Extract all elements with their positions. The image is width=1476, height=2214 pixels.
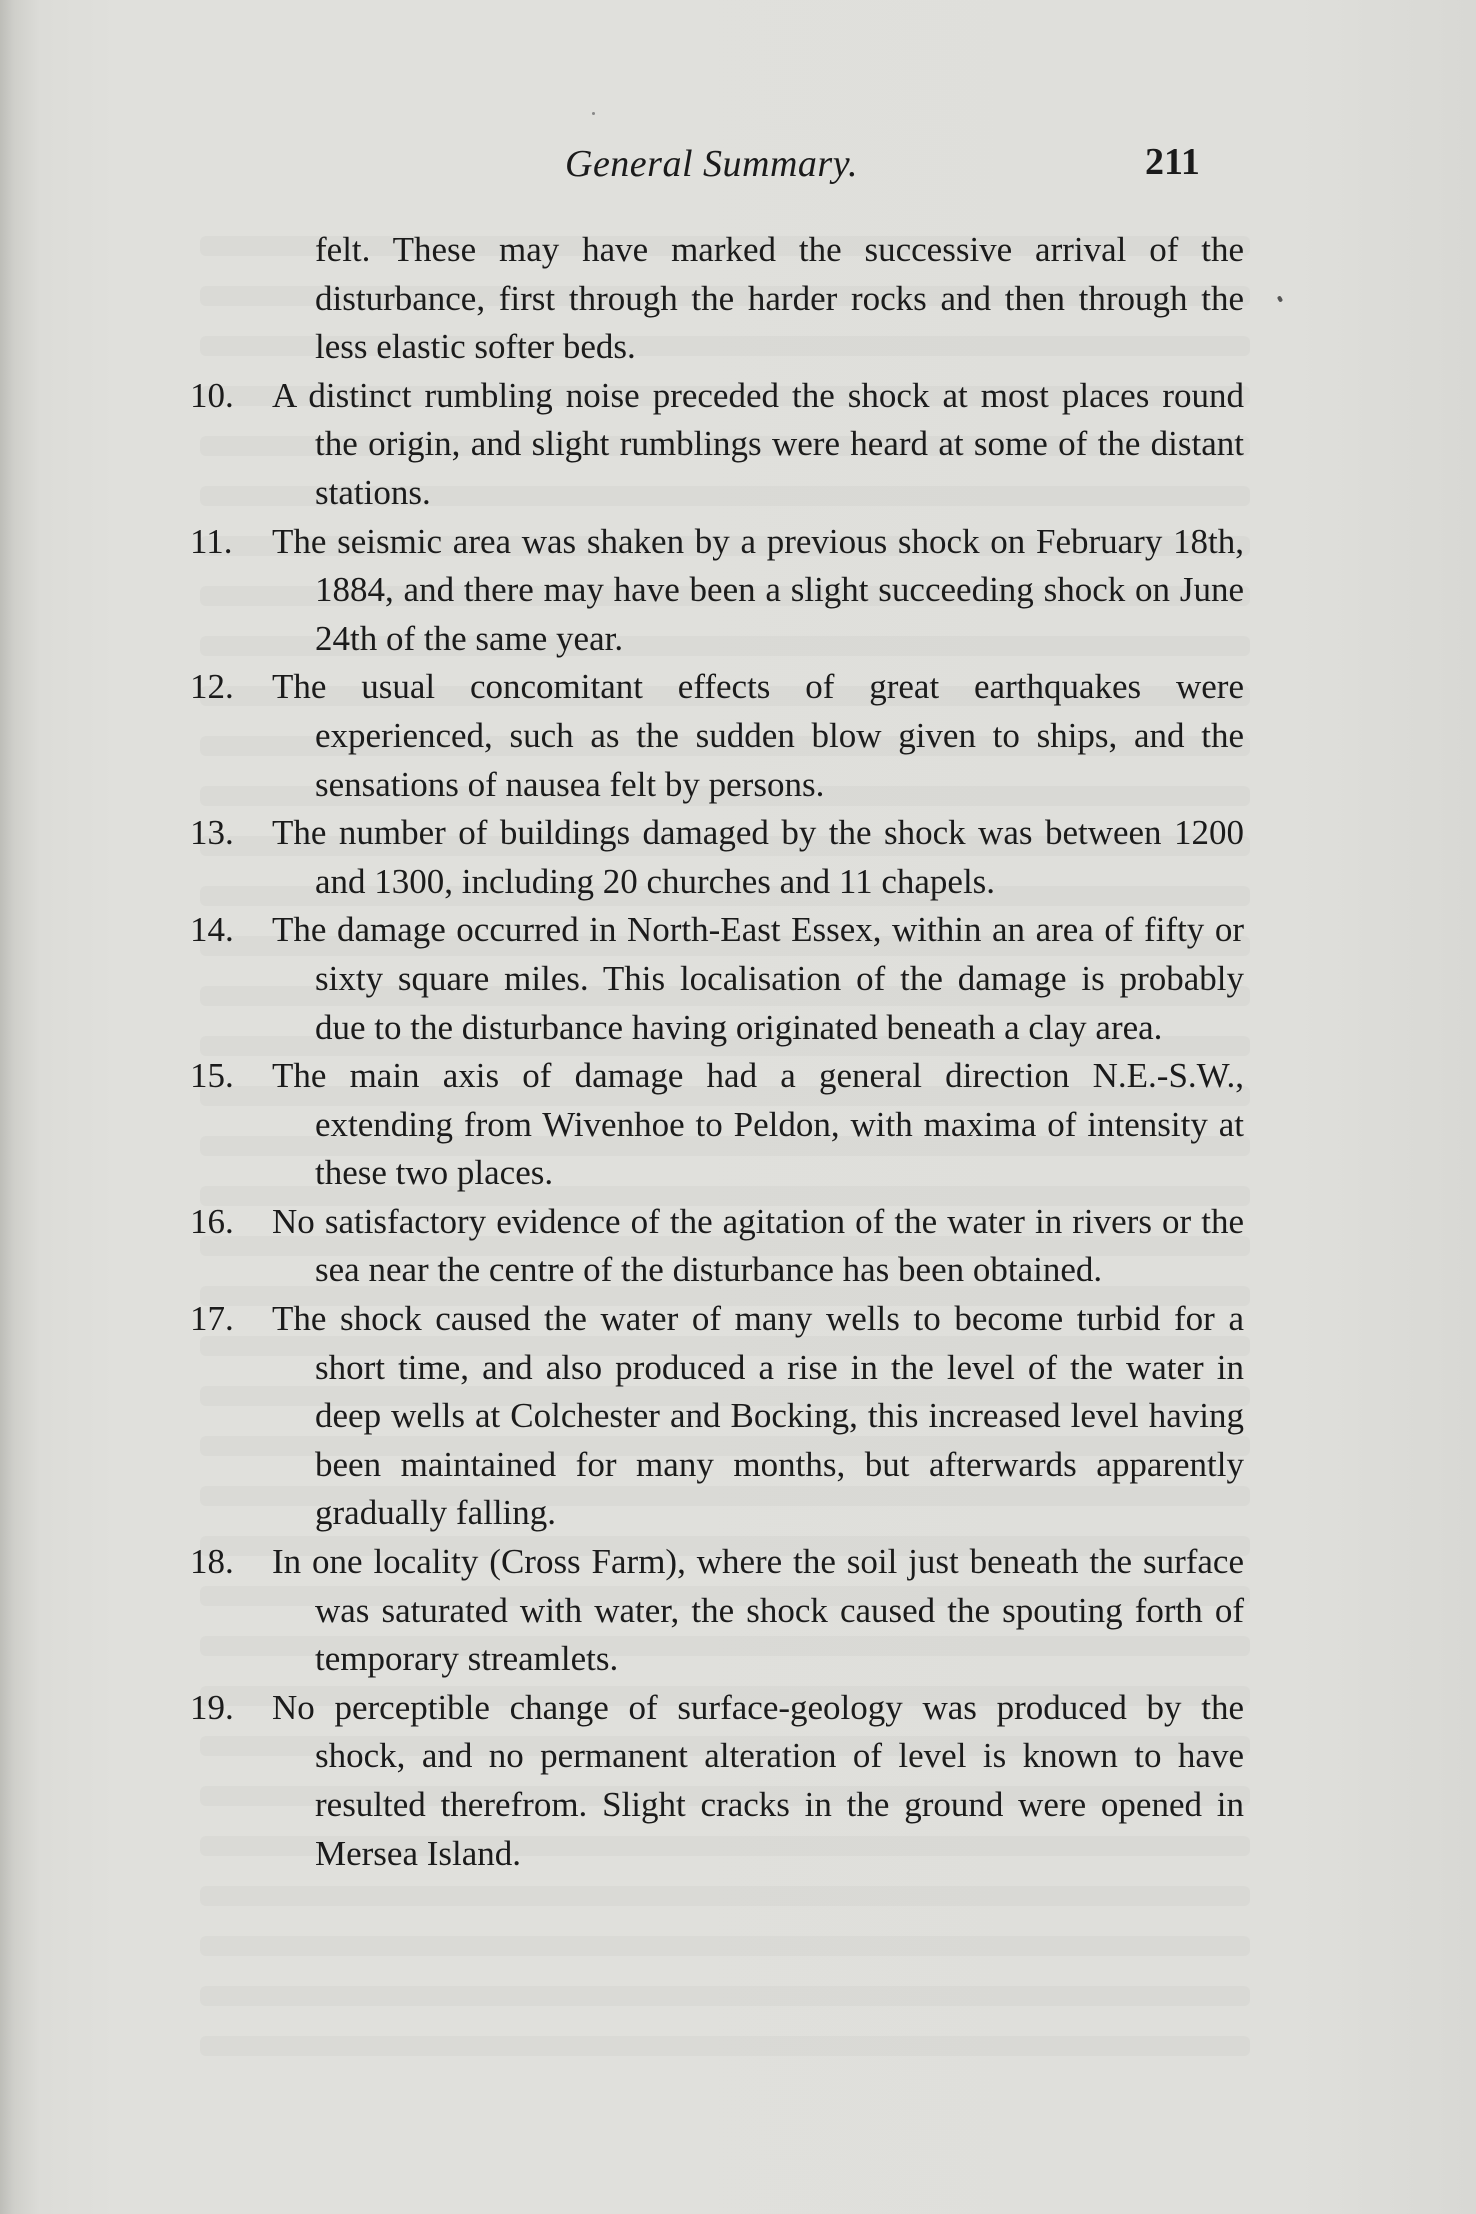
item-text: The number of buildings damaged by the shock was between 1200 and 1300, including 20 churches and 11 chapels. bbox=[272, 813, 1244, 901]
item-text: A distinct rumbling noise preceded the shock at most places round the origin, and slight rumblings were heard at some of the distant stations. bbox=[272, 375, 1244, 512]
item-text: The shock caused the water of many wells to become turbid for a short time, and also produced a rise in the level of the water in deep wells at Colchester and Bocking, this increased level having been maintained for many months, but afterwards apparently gradually falling. bbox=[272, 1299, 1244, 1533]
item-text: The usual concomitant effects of great earthquakes were experienced, such as the sudden blow given to ships, and the sensations of nausea felt by persons. bbox=[272, 667, 1244, 804]
summary-item bbox=[190, 372, 1244, 518]
item-number: 11. bbox=[190, 521, 233, 561]
summary-item bbox=[190, 1052, 1244, 1198]
summary-item bbox=[190, 1538, 1244, 1684]
summary-text bbox=[190, 226, 1244, 1878]
item-text: No satisfactory evidence of the agitation of the water in rivers or the sea near the centre of the disturbance has been obtained. bbox=[272, 1201, 1244, 1290]
item-number: 13. bbox=[190, 813, 234, 853]
item-number: 16. bbox=[190, 1201, 234, 1241]
item-number: 12. bbox=[190, 667, 234, 707]
summary-item bbox=[190, 1295, 1244, 1538]
running-title: General Summary. bbox=[565, 143, 858, 185]
summary-item bbox=[190, 1198, 1244, 1295]
continued-paragraph: felt. These may have marked the successive arrival of the disturbance, first through the harder rocks and then through the less elastic softer beds. bbox=[315, 230, 1244, 367]
summary-item bbox=[190, 906, 1244, 1052]
item-text: No perceptible change of surface-geology was produced by the shock, and no permanent alteration of level is known to have resulted therefrom. Slight cracks in the ground were opened in Mersea Island. bbox=[272, 1687, 1244, 1873]
item-text: In one locality (Cross Farm), where the soil just beneath the surface was saturated with water, the shock caused the spouting forth of temporary streamlets. bbox=[272, 1542, 1244, 1679]
summary-list bbox=[190, 372, 1244, 1878]
item-text: The damage occurred in North-East Essex, within an area of fifty or sixty square miles. This localisation of the damage is probably due to the disturbance having originated beneath a clay area. bbox=[272, 910, 1244, 1047]
summary-item bbox=[190, 809, 1244, 906]
item-text: The main axis of damage had a general direction N.E.-S.W., extending from Wivenhoe to Peldon, with maxima of intensity at these two places. bbox=[272, 1056, 1244, 1193]
item-number: 17. bbox=[190, 1299, 234, 1339]
summary-item bbox=[190, 518, 1244, 664]
item-number: 10. bbox=[190, 375, 234, 415]
item-number: 18. bbox=[190, 1542, 234, 1582]
page-number: 211 bbox=[1145, 141, 1200, 183]
summary-item bbox=[190, 1684, 1244, 1878]
item-text: The seismic area was shaken by a previous shock on February 18th, 1884, and there may have been a slight succeeding shock on June 24th of the same year. bbox=[272, 521, 1244, 658]
running-header bbox=[0, 142, 1476, 202]
summary-item bbox=[190, 663, 1244, 809]
item-number: 19. bbox=[190, 1687, 234, 1727]
item-number: 15. bbox=[190, 1056, 234, 1096]
item-number: 14. bbox=[190, 910, 234, 950]
